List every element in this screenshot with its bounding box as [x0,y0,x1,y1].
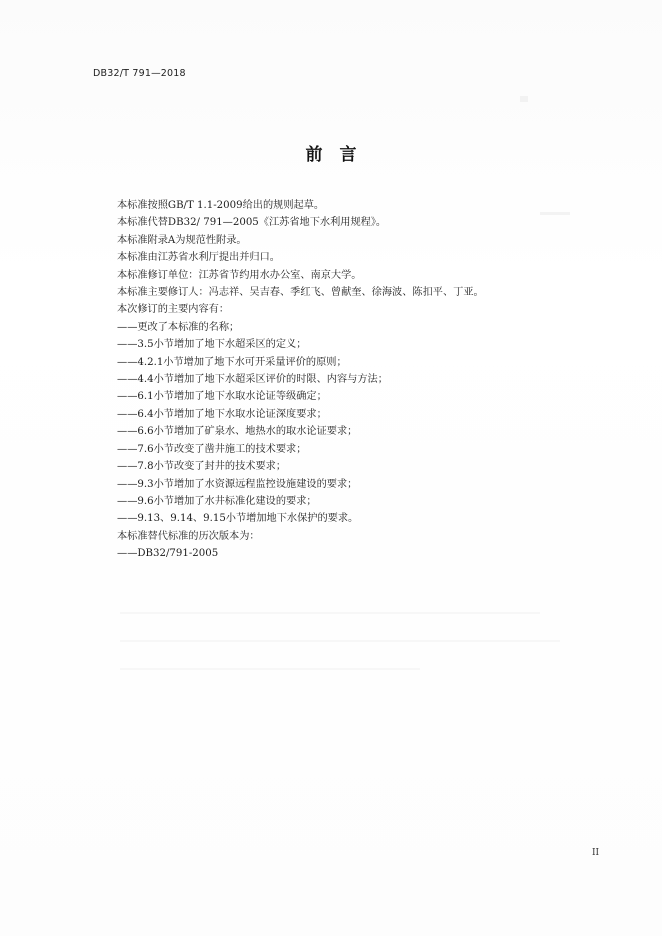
foreword-body [117,197,587,563]
page-number: II [592,848,600,858]
list-item: ——更改了本标准的名称； [117,321,240,333]
body-line: 本标准主要修订人：冯志祥、吴吉春、季红飞、曾献奎、徐海波、陈扣平、丁亚。 [117,287,484,299]
body-line: 本标准由江苏省水利厅提出并归口。 [117,252,280,264]
body-line: 本标准代替DB32/ 791—2005《江苏省地下水利用规程》。 [117,217,387,229]
list-item: ——4.4小节增加了地下水超采区评价的时限、内容与方法； [117,374,388,386]
bleed-through-mark [520,96,528,102]
list-item: ——6.1小节增加了地下水取水论证等级确定； [117,391,327,403]
body-line: 本标准附录A为规范性附录。 [117,234,247,246]
body-line: 本次修订的主要内容有： [117,304,230,316]
list-item: ——DB32/791-2005 [117,548,219,560]
list-item: ——3.5小节增加了地下水超采区的定义； [117,339,307,351]
list-item: ——6.6小节增加了矿泉水、地热水的取水论证要求； [117,426,358,438]
list-item: ——9.6小节增加了水井标准化建设的要求； [117,495,317,507]
bleed-through-mark [120,612,540,614]
list-item: ——4.2.1小节增加了地下水可开采量评价的原则； [117,356,347,368]
bleed-through-mark [120,668,420,670]
body-line: 本标准替代标准的历次版本为： [117,530,260,542]
bleed-through-mark [120,640,560,642]
list-item: ——9.3小节增加了水资源远程监控设施建设的要求； [117,478,358,490]
document-code: DB32/T 791—2018 [93,68,186,79]
list-item: ——6.4小节增加了地下水取水论证深度要求； [117,408,327,420]
list-item: ——7.8小节改变了封井的技术要求； [117,461,287,473]
list-item: ——7.6小节改变了凿井施工的技术要求； [117,443,307,455]
body-line: 本标准修订单位：江苏省节约用水办公室、南京大学。 [117,269,362,281]
list-item: ——9.13、9.14、9.15小节增加地下水保护的要求。 [117,513,359,525]
page-title: 前 言 [305,145,357,165]
body-line: 本标准按照GB/T 1.1-2009给出的规则起草。 [117,200,325,211]
